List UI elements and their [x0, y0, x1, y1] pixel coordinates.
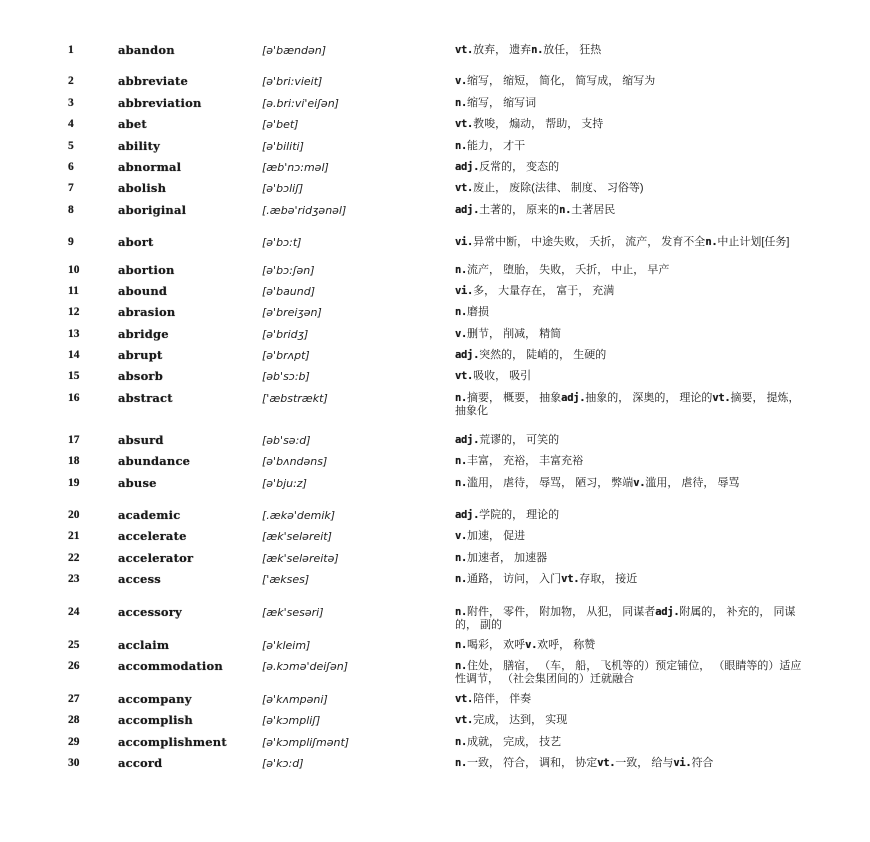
entry-number: 6: [68, 160, 74, 173]
entry-phonetic: [ə'brʌpt]: [262, 349, 310, 363]
entry-definition: [455, 693, 870, 706]
entry-number: 22: [68, 551, 80, 564]
entry-definition: [455, 140, 870, 153]
part-of-speech-label: v.: [455, 530, 468, 543]
definition-text: 摘要， 概要， 抽象: [467, 391, 562, 404]
part-of-speech-label: n.: [455, 757, 468, 770]
entry-definition: [455, 455, 870, 468]
entry-number: 4: [68, 118, 74, 131]
definition-text: 完成， 达到， 实现: [473, 714, 568, 727]
definition-text: 通路， 访问， 入门: [467, 573, 562, 586]
entry-word: abstract: [118, 390, 173, 405]
part-of-speech-label: adj.: [455, 160, 480, 173]
part-of-speech-label: n.: [455, 638, 468, 651]
entry-number: 5: [68, 139, 74, 152]
entry-number: 30: [68, 757, 80, 770]
entry-definition: [455, 477, 870, 490]
definition-text: 附件， 零件， 附加物， 从犯， 同谋者: [467, 605, 656, 618]
entry-definition: [455, 306, 870, 319]
entry-number: 26: [68, 659, 80, 672]
part-of-speech-label: vi.: [673, 757, 692, 770]
part-of-speech-label: v.: [633, 476, 646, 489]
definition-text: 滥用， 虐待， 辱骂: [645, 476, 740, 489]
entry-word: abridge: [118, 326, 169, 341]
definition-text: 流产， 堕胎， 失败， 夭折， 中止， 早产: [467, 263, 670, 276]
entry-phonetic: [ə'kɔmpliʃmənt]: [262, 735, 350, 749]
word-entry-row: [68, 573, 870, 594]
entry-word: accord: [118, 756, 163, 771]
entry-number: 28: [68, 714, 80, 727]
entry-word: accelerator: [118, 550, 194, 565]
part-of-speech-label: vt.: [455, 370, 474, 383]
entry-definition: [455, 736, 870, 749]
entry-phonetic: [ə'bet]: [262, 118, 299, 132]
entry-word: abbreviate: [118, 74, 189, 89]
part-of-speech-label: vt.: [561, 573, 580, 586]
entry-definition: [455, 757, 870, 770]
part-of-speech-label: n.: [455, 551, 468, 564]
part-of-speech-label: n.: [455, 735, 468, 748]
part-of-speech-label: vt.: [455, 118, 474, 131]
word-entry-row: [68, 264, 870, 285]
part-of-speech-label: v.: [455, 75, 468, 88]
entry-definition: [455, 118, 870, 131]
word-entry-row: [68, 306, 870, 327]
part-of-speech-label: adj.: [561, 391, 586, 404]
definition-text: 加速， 促进: [467, 530, 526, 543]
entry-number: 11: [68, 284, 79, 297]
entry-number: 7: [68, 182, 74, 195]
entry-definition: [455, 349, 870, 362]
word-entry-row: [68, 161, 870, 182]
entry-word: access: [118, 572, 161, 587]
definition-text: 缩写， 缩短， 简化， 简写成， 缩写为: [467, 75, 656, 88]
entry-phonetic: [.ækə'demik]: [262, 509, 336, 523]
entry-word: abandon: [118, 43, 175, 57]
entry-number: 21: [68, 530, 80, 543]
entry-phonetic: [ə'kʌmpəni]: [262, 692, 328, 706]
word-entry-row: [68, 392, 870, 418]
word-entry-row: [68, 530, 870, 551]
entry-phonetic: [ə'bɔliʃ]: [262, 182, 304, 196]
entry-word: abort: [118, 235, 154, 250]
entry-number: 14: [68, 349, 80, 362]
definition-text: 成就， 完成， 技艺: [467, 735, 562, 748]
word-entry-row: [68, 757, 870, 778]
part-of-speech-label: vt.: [597, 757, 616, 770]
word-entry-row: [68, 370, 870, 391]
word-entry-row: [68, 477, 870, 498]
word-entry-row: [68, 204, 870, 225]
entry-word: abnormal: [118, 159, 182, 174]
entry-phonetic: [ə'bri:vieit]: [262, 75, 323, 89]
word-entry-row: [68, 509, 870, 530]
entry-word: ability: [118, 138, 160, 153]
part-of-speech-label: n.: [455, 659, 468, 672]
word-entry-row: [68, 660, 870, 686]
part-of-speech-label: vt.: [712, 391, 731, 404]
entry-number: 23: [68, 573, 80, 586]
definition-text: 磨损: [467, 306, 490, 319]
entry-definition: [455, 97, 870, 110]
word-entry-row: [68, 75, 870, 96]
entry-word: acclaim: [118, 637, 170, 652]
entry-definition: [455, 509, 870, 522]
definition-text: 反常的， 变态的: [479, 160, 560, 173]
entry-phonetic: [ə'bʌndəns]: [262, 455, 328, 469]
entry-number: 10: [68, 263, 80, 276]
word-entry-row: [68, 236, 870, 257]
part-of-speech-label: adj.: [455, 433, 480, 446]
entry-definition: [455, 161, 870, 174]
entry-definition: [455, 606, 870, 632]
entry-word: abundance: [118, 454, 191, 469]
word-entry-row: [68, 328, 870, 349]
entry-word: abuse: [118, 475, 157, 490]
entry-word: abbreviation: [118, 95, 202, 110]
entry-phonetic: [æk'seləreit]: [262, 530, 332, 544]
part-of-speech-label: n.: [455, 139, 468, 152]
definition-text: 缩写， 缩写词: [467, 96, 537, 109]
word-entry-row: [68, 44, 870, 65]
entry-number: 20: [68, 509, 80, 522]
definition-text: 存取， 接近: [579, 573, 638, 586]
word-entry-row: [68, 639, 870, 660]
part-of-speech-label: vt.: [455, 44, 474, 56]
word-entry-row: [68, 693, 870, 714]
definition-text: 滥用， 虐待， 辱骂， 陋习， 弊端: [467, 476, 634, 489]
entry-definition: [455, 714, 870, 727]
entry-number: 16: [68, 391, 80, 404]
entry-word: abound: [118, 283, 168, 298]
entry-phonetic: [ə'breiʒən]: [262, 306, 322, 320]
entry-number: 1: [68, 44, 74, 56]
part-of-speech-label: vi.: [455, 284, 474, 297]
entry-number: 17: [68, 433, 80, 446]
part-of-speech-label: adj.: [455, 349, 480, 362]
entry-phonetic: [ə'biliti]: [262, 139, 304, 153]
entry-number: 8: [68, 203, 74, 216]
entry-phonetic: [ə'bridʒ]: [262, 327, 309, 341]
entry-number: 2: [68, 75, 74, 88]
part-of-speech-label: adj.: [655, 605, 680, 618]
definition-text: 土著居民: [571, 203, 616, 216]
entry-number: 19: [68, 476, 80, 489]
part-of-speech-label: n.: [455, 476, 468, 489]
word-entry-row: [68, 118, 870, 139]
entry-definition: [455, 75, 870, 88]
definition-text: 学院的， 理论的: [479, 509, 560, 522]
entry-phonetic: [æb'nɔ:məl]: [262, 160, 329, 174]
entry-word: accompany: [118, 691, 192, 706]
part-of-speech-label: n.: [455, 391, 468, 404]
entry-number: 27: [68, 692, 80, 705]
entry-definition: [455, 639, 870, 652]
entry-phonetic: [ə'bɔ:ʃən]: [262, 263, 315, 277]
entry-definition: [455, 660, 870, 686]
entry-number: 29: [68, 735, 80, 748]
entry-word: absurd: [118, 432, 164, 447]
entry-definition: [455, 530, 870, 543]
entry-number: 9: [68, 236, 74, 249]
part-of-speech-label: n.: [455, 605, 468, 618]
entry-definition: [455, 573, 870, 586]
entry-word: accessory: [118, 604, 182, 619]
part-of-speech-label: n.: [559, 203, 572, 216]
definition-text: 多， 大量存在， 富于， 充满: [473, 284, 615, 297]
entry-word: accelerate: [118, 529, 187, 544]
definition-text: 丰富， 充裕， 丰富充裕: [467, 455, 584, 468]
definition-text: 一致， 符合， 调和， 协定: [467, 757, 598, 770]
word-entry-row: [68, 606, 870, 632]
definition-text: 中止计划[任务]: [717, 236, 790, 249]
word-entry-row: [68, 736, 870, 757]
entry-word: aboriginal: [118, 202, 187, 217]
entry-word: accomplishment: [118, 734, 227, 749]
word-entry-row: [68, 552, 870, 573]
entry-phonetic: [əb'sɔ:b]: [262, 370, 310, 384]
entry-phonetic: [ə'kleim]: [262, 638, 311, 652]
part-of-speech-label: v.: [525, 638, 538, 651]
entry-number: 25: [68, 638, 80, 651]
definition-text: 住处， 膳宿， （车， 船， 飞机等的）预定铺位， （眼睛等的）适应性调节， （社会集团间的）迁就融合: [455, 659, 802, 685]
word-entry-row: [68, 455, 870, 476]
entry-number: 13: [68, 327, 80, 340]
part-of-speech-label: vt.: [455, 182, 474, 195]
definition-text: 废止， 废除(法律、 制度、 习俗等): [473, 182, 644, 195]
definition-text: 荒谬的， 可笑的: [479, 433, 560, 446]
definition-text: 删节， 削减， 精简: [467, 327, 562, 340]
part-of-speech-label: vt.: [455, 692, 474, 705]
entry-phonetic: [æk'sesəri]: [262, 605, 324, 619]
part-of-speech-label: n.: [455, 306, 468, 319]
entry-definition: [455, 434, 870, 447]
entry-number: 15: [68, 370, 80, 383]
entry-word: abrasion: [118, 305, 176, 320]
entry-definition: [455, 552, 870, 565]
definition-text: 能力， 才干: [467, 139, 526, 152]
entry-definition: [455, 182, 870, 195]
part-of-speech-label: n.: [705, 236, 718, 249]
entry-word: abolish: [118, 181, 167, 196]
entry-phonetic: [.æbə'ridʒənəl]: [262, 203, 347, 217]
entry-number: 18: [68, 455, 80, 468]
definition-text: 符合: [691, 757, 714, 770]
entry-phonetic: [ə.kɔmə'deiʃən]: [262, 659, 349, 673]
word-entry-row: [68, 140, 870, 161]
entry-phonetic: [ə'bju:z]: [262, 476, 307, 490]
entry-number: 12: [68, 306, 80, 319]
word-entry-row: [68, 285, 870, 306]
part-of-speech-label: n.: [455, 573, 468, 586]
definition-text: 一致， 给与: [615, 757, 674, 770]
definition-text: 欢呼， 称赞: [537, 638, 596, 651]
entry-definition: [455, 328, 870, 341]
part-of-speech-label: n.: [455, 96, 468, 109]
entry-phonetic: [ə'kɔ:d]: [262, 757, 304, 771]
entry-definition: [455, 370, 870, 383]
word-entry-row: [68, 714, 870, 735]
entry-definition: [455, 236, 870, 249]
entry-definition: [455, 44, 870, 57]
definition-text: 异常中断， 中途失败， 夭折， 流产， 发育不全: [473, 236, 706, 249]
entry-word: accommodation: [118, 658, 223, 673]
word-entry-row: [68, 182, 870, 203]
entry-definition: [455, 264, 870, 277]
entry-phonetic: [æk'seləreitə]: [262, 551, 339, 565]
entry-word: absorb: [118, 369, 163, 384]
part-of-speech-label: v.: [455, 327, 468, 340]
word-list: [68, 44, 870, 779]
definition-text: 抽象的， 深奥的， 理论的: [585, 391, 713, 404]
definition-text: 陪伴， 伴奏: [473, 692, 532, 705]
definition-text: 放任， 狂热: [543, 44, 602, 56]
entry-number: 24: [68, 605, 80, 618]
entry-phonetic: [ə.bri:vi'eiʃən]: [262, 96, 339, 110]
definition-text: 摘要， 提炼， 抽象化: [455, 391, 800, 417]
word-entry-row: [68, 97, 870, 118]
entry-definition: [455, 285, 870, 298]
definition-text: 喝彩， 欢呼: [467, 638, 526, 651]
entry-phonetic: ['ækses]: [262, 573, 310, 587]
part-of-speech-label: n.: [531, 44, 544, 56]
definition-text: 放弃， 遗弃: [473, 44, 532, 56]
part-of-speech-label: adj.: [455, 203, 480, 216]
entry-word: accomplish: [118, 713, 193, 728]
word-entry-row: [68, 434, 870, 455]
definition-text: 土著的， 原来的: [479, 203, 560, 216]
entry-word: abortion: [118, 262, 175, 277]
definition-text: 附属的， 补充的， 同谋的， 副的: [455, 605, 796, 631]
entry-phonetic: ['æbstrækt]: [262, 391, 328, 405]
entry-definition: [455, 392, 870, 418]
definition-text: 吸收， 吸引: [473, 370, 532, 383]
part-of-speech-label: n.: [455, 455, 468, 468]
word-entry-row: [68, 349, 870, 370]
entry-word: academic: [118, 508, 181, 523]
entry-phonetic: [ə'bɔ:t]: [262, 236, 302, 250]
definition-text: 突然的， 陡峭的， 生硬的: [479, 349, 607, 362]
entry-phonetic: [ə'baund]: [262, 284, 316, 298]
definition-text: 教唆， 煽动， 帮助， 支持: [473, 118, 604, 131]
part-of-speech-label: vi.: [455, 236, 474, 249]
entry-word: abet: [118, 117, 147, 132]
entry-number: 3: [68, 96, 74, 109]
part-of-speech-label: adj.: [455, 509, 480, 522]
entry-definition: [455, 204, 870, 217]
entry-phonetic: [əb'sə:d]: [262, 433, 311, 447]
part-of-speech-label: n.: [455, 263, 468, 276]
part-of-speech-label: vt.: [455, 714, 474, 727]
entry-phonetic: [ə'kɔmpliʃ]: [262, 714, 321, 728]
definition-text: 加速者， 加速器: [467, 551, 548, 564]
entry-phonetic: [ə'bændən]: [262, 44, 326, 57]
entry-word: abrupt: [118, 348, 163, 363]
